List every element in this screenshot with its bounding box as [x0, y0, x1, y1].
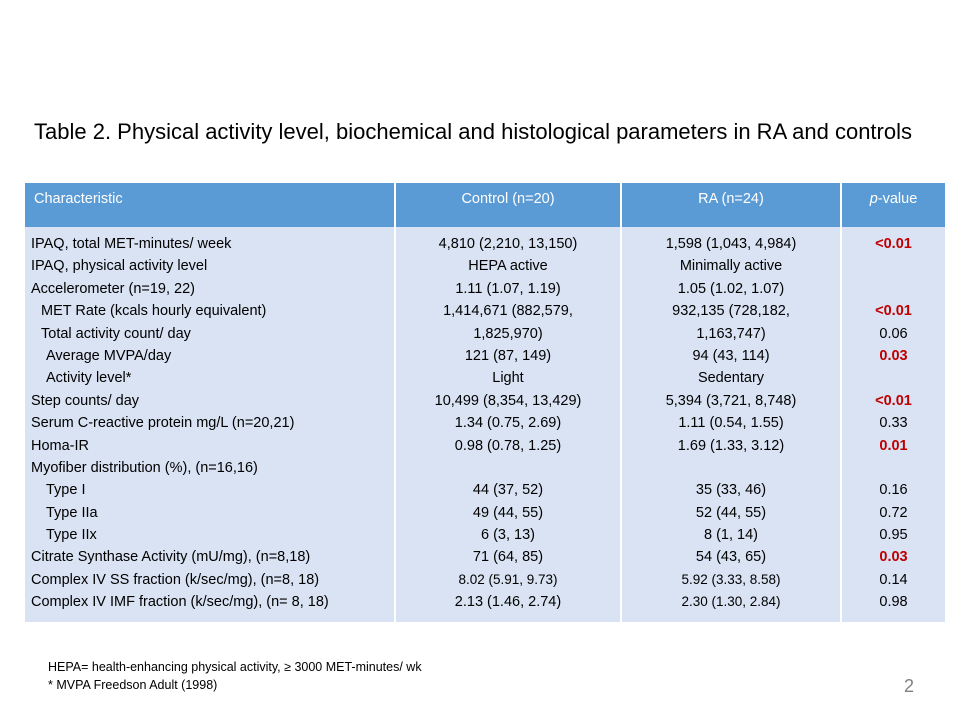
- control-value: 4,810 (2,210, 13,150): [438, 236, 578, 252]
- row-label: Average MVPA/day: [46, 347, 172, 364]
- row-label: Myofiber distribution (%), (n=16,16): [31, 459, 258, 476]
- control-value: 1.11 (1.07, 1.19): [455, 280, 561, 297]
- header-control: Control (n=20): [395, 183, 621, 227]
- p-value-column: [841, 233, 945, 622]
- row-label: Type I: [46, 482, 86, 499]
- ra-value: 35 (33, 46): [695, 482, 767, 499]
- header-p-value: [841, 183, 945, 227]
- ra-value: Sedentary: [697, 370, 765, 387]
- slide-title: Table 2. Physical activity level, biochemical and histological parameters in RA and controls: [34, 119, 912, 144]
- header-p-italic: p: [869, 191, 878, 207]
- characteristic-column: [25, 233, 395, 622]
- row-label: Activity level*: [46, 370, 132, 387]
- control-value: 1,825,970): [473, 325, 543, 342]
- p-value: 0.16: [879, 482, 908, 499]
- control-value: 71 (64, 85): [472, 549, 544, 566]
- header-characteristic: Characteristic: [25, 183, 395, 227]
- row-label: Citrate Synthase Activity (mU/mg), (n=8,18): [31, 549, 311, 566]
- p-value: <0.01: [875, 236, 912, 252]
- row-label: Serum C-reactive protein mg/L (n=20,21): [31, 415, 295, 432]
- control-column: [395, 233, 621, 622]
- control-value: HEPA active: [468, 258, 548, 275]
- p-value: 0.95: [879, 527, 908, 544]
- ra-value: 1.69 (1.33, 3.12): [677, 437, 785, 454]
- footnote-hepa: HEPA= health-enhancing physical activity, ≥ 3000 MET-minutes/ wk: [48, 660, 422, 674]
- ra-value: 1.05 (1.02, 1.07): [677, 280, 785, 297]
- p-value: 0.98: [879, 594, 908, 611]
- p-value: 0.03: [879, 347, 908, 364]
- header-p-suffix: -value: [877, 191, 918, 207]
- page-number: 2: [903, 676, 914, 696]
- p-value: [848, 255, 939, 277]
- control-value: 1,414,671 (882,579,: [443, 303, 573, 320]
- ra-value: 2.30 (1.30, 2.84): [681, 594, 781, 610]
- row-label: Complex IV IMF fraction (k/sec/mg), (n= 8, 18): [31, 594, 329, 611]
- row-label: IPAQ, physical activity level: [31, 258, 208, 275]
- control-value: 0.98 (0.78, 1.25): [454, 437, 562, 454]
- p-value: [848, 457, 939, 479]
- header-ra: RA (n=24): [621, 183, 841, 227]
- row-label: Step counts/ day: [31, 392, 140, 409]
- control-value: 44 (37, 52): [472, 482, 544, 499]
- table-header-row: [25, 183, 945, 227]
- ra-value: 94 (43, 114): [692, 347, 770, 364]
- p-value: 0.33: [879, 415, 908, 432]
- row-label: IPAQ, total MET-minutes/ week: [31, 236, 232, 252]
- control-value: 8.02 (5.91, 9.73): [458, 571, 558, 587]
- control-value: 2.13 (1.46, 2.74): [454, 594, 562, 611]
- ra-value: 1,598 (1,043, 4,984): [665, 236, 797, 252]
- ra-column: [621, 233, 841, 622]
- p-value: <0.01: [875, 303, 912, 320]
- ra-value: Minimally active: [679, 258, 783, 275]
- control-value: 49 (44, 55): [472, 504, 544, 521]
- ra-value: 1,163,747): [696, 325, 766, 342]
- p-value: 0.14: [879, 571, 908, 588]
- row-label: Type IIx: [46, 527, 97, 544]
- ra-value: 8 (1, 14): [704, 527, 758, 544]
- footnote-mvpa: * MVPA Freedson Adult (1998): [48, 678, 218, 692]
- control-value: 10,499 (8,354, 13,429): [434, 392, 582, 409]
- row-label: MET Rate (kcals hourly equivalent): [41, 303, 267, 320]
- control-value: 1.34 (0.75, 2.69): [454, 415, 562, 432]
- p-value: <0.01: [875, 392, 912, 409]
- row-label: Accelerometer (n=19, 22): [31, 280, 196, 297]
- ra-value: 932,135 (728,182,: [672, 303, 790, 320]
- row-label: Homa-IR: [31, 437, 90, 454]
- ra-value: 1.11 (0.54, 1.55): [678, 415, 784, 432]
- ra-value: 5,394 (3,721, 8,748): [665, 392, 797, 409]
- row-label: Complex IV SS fraction (k/sec/mg), (n=8, 18): [31, 571, 320, 588]
- control-value: 121 (87, 149): [464, 347, 552, 364]
- row-label: Total activity count/ day: [41, 325, 191, 342]
- footnotes: [48, 658, 422, 694]
- table-body-row: [25, 233, 945, 622]
- ra-value: 52 (44, 55): [695, 504, 767, 521]
- p-value: [848, 367, 939, 389]
- p-value: 0.01: [879, 437, 908, 454]
- p-value: 0.06: [879, 325, 908, 342]
- ra-value: 5.92 (3.33, 8.58): [681, 571, 781, 587]
- p-value: [848, 278, 939, 300]
- p-value: 0.03: [879, 549, 908, 566]
- ra-value: 54 (43, 65): [695, 549, 767, 566]
- results-table: [25, 183, 945, 622]
- control-value: 6 (3, 13): [481, 527, 535, 544]
- control-value: [402, 457, 614, 479]
- ra-value: [628, 457, 834, 479]
- p-value: 0.72: [879, 504, 908, 521]
- control-value: Light: [492, 370, 524, 387]
- row-label: Type IIa: [46, 504, 98, 521]
